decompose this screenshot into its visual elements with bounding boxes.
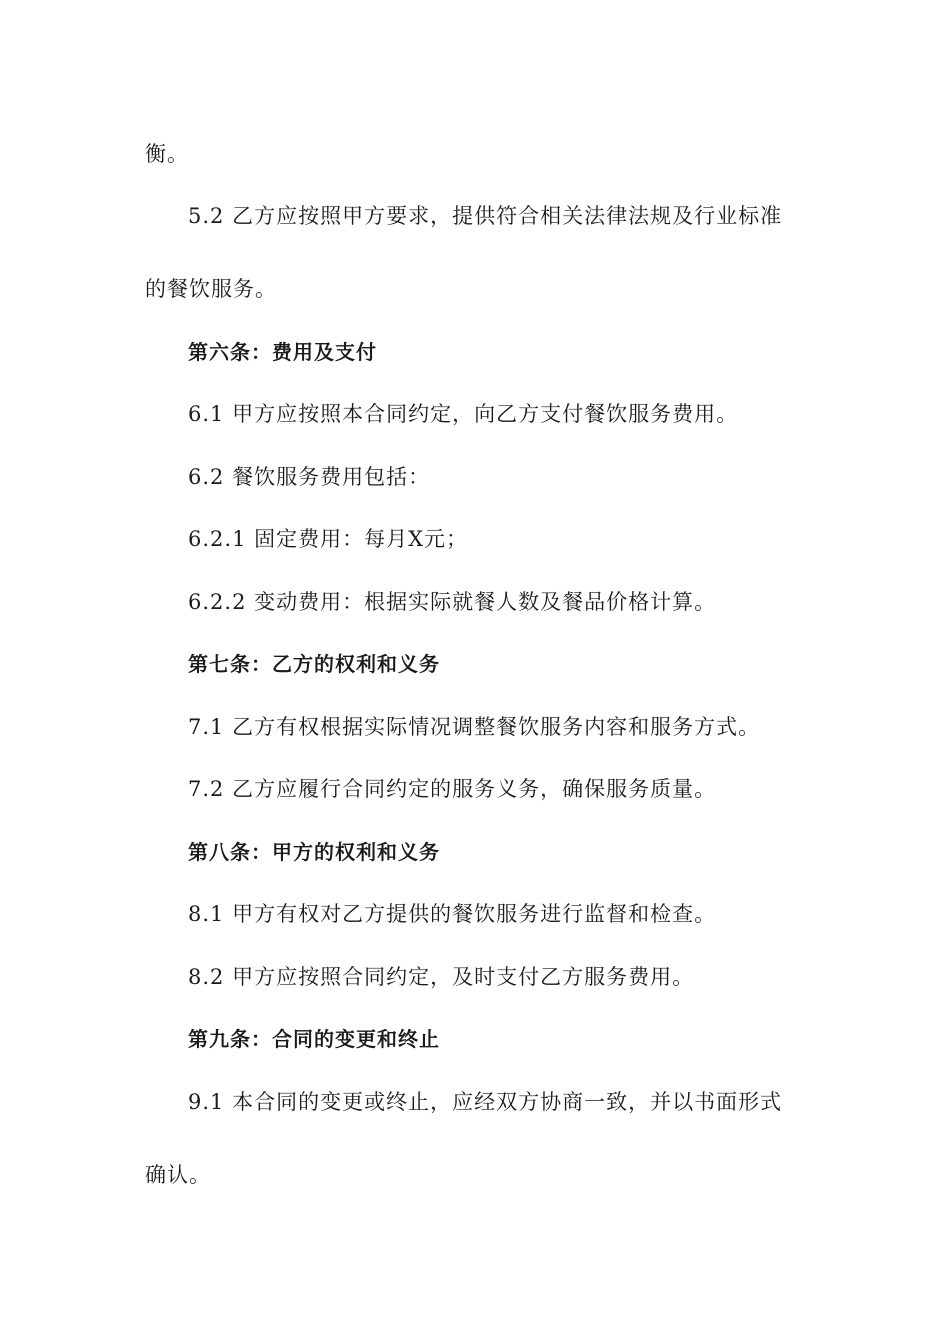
clause-8-1: 8.1 甲方有权对乙方提供的餐饮服务进行监督和检查。 [188,902,717,926]
clause-9-1: 9.1 本合同的变更或终止，应经双方协商一致，并以书面形式 [188,1090,783,1114]
clause-6-1: 6.1 甲方应按照本合同约定，向乙方支付餐饮服务费用。 [188,402,739,426]
clause-8-2: 8.2 甲方应按照合同约定，及时支付乙方服务费用。 [188,965,695,989]
clause-5-2: 5.2 乙方应按照甲方要求，提供符合相关法律法规及行业标准 [188,204,783,228]
clause-6-2: 6.2 餐饮服务费用包括： [188,465,431,489]
article-9-heading: 第九条：合同的变更和终止 [188,1027,440,1051]
paragraph-continuation: 确认。 [145,1163,211,1187]
clause-6-2-2: 6.2.2 变动费用：根据实际就餐人数及餐品价格计算。 [188,590,717,614]
article-8-heading: 第八条：甲方的权利和义务 [188,840,440,864]
clause-7-1: 7.1 乙方有权根据实际情况调整餐饮服务内容和服务方式。 [188,715,761,739]
clause-6-2-1: 6.2.1 固定费用：每月X元； [188,527,469,551]
paragraph-continuation: 的餐饮服务。 [145,277,277,301]
article-6-heading: 第六条：费用及支付 [188,340,377,364]
clause-7-2: 7.2 乙方应履行合同约定的服务义务，确保服务质量。 [188,777,717,801]
article-7-heading: 第七条：乙方的权利和义务 [188,652,440,676]
paragraph-continuation: 衡。 [145,142,189,166]
